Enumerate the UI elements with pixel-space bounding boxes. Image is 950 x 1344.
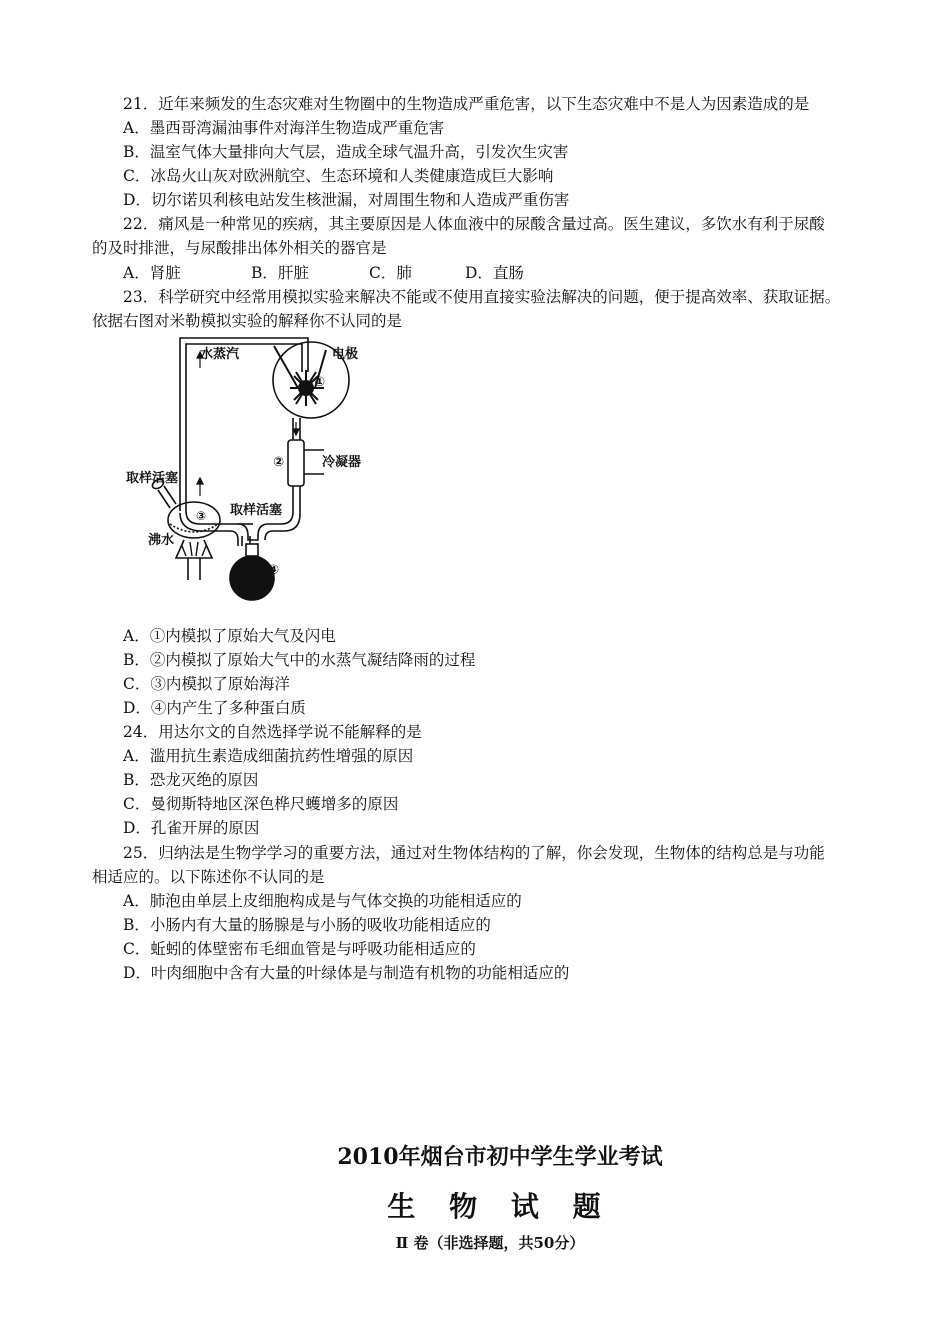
q22-option-b: B．肝脏 xyxy=(251,264,309,282)
miller-experiment-diagram xyxy=(118,328,378,610)
label-electrode: 电极 xyxy=(332,347,359,362)
q21-stem: 21．近年来频发的生态灾难对生物圈中的生物造成严重危害，以下生态灾难中不是人为因素造成的是 xyxy=(123,95,810,113)
q23-option-a: A．①内模拟了原始大气及闪电 xyxy=(123,627,336,645)
label-marker-2: ② xyxy=(273,455,285,470)
q24-option-d: D．孔雀开屏的原因 xyxy=(123,819,260,837)
q22-option-c: C．肺 xyxy=(369,264,412,282)
subject-title: 生 物 试 题 xyxy=(387,1190,613,1223)
q21-option-c: C．冰岛火山灰对欧洲航空、生态环境和人类健康造成巨大影响 xyxy=(123,167,554,185)
q24-stem: 24．用达尔文的自然选择学说不能解释的是 xyxy=(123,723,422,741)
q22-stem-line2: 的及时排泄，与尿酸排出体外相关的器官是 xyxy=(92,239,387,257)
q22-option-a: A．肾脏 xyxy=(123,264,181,282)
label-stopcock-bottom: 取样活塞 xyxy=(230,503,283,518)
label-stopcock-left: 取样活塞 xyxy=(126,471,179,486)
q21-option-b: B．温室气体大量排向大气层，造成全球气温升高，引发次生灾害 xyxy=(123,143,569,161)
q21-option-d: D．切尔诺贝利核电站发生核泄漏，对周围生物和人造成严重伤害 xyxy=(123,191,570,209)
label-marker-3: ③ xyxy=(196,509,207,523)
q25-option-d: D．叶肉细胞中含有大量的叶绿体是与制造有机物的功能相适应的 xyxy=(123,964,570,982)
q22-option-d: D．直肠 xyxy=(465,264,524,282)
burner-flame xyxy=(176,540,212,558)
q25-stem-line1: 25．归纳法是生物学学习的重要方法，通过对生物体结构的了解，你会发现，生物体的结构总是与功能 xyxy=(123,844,825,862)
tube-inner-path xyxy=(186,344,302,511)
q25-stem-line2: 相适应的。以下陈述你不认同的是 xyxy=(92,868,325,886)
q25-option-c: C．蚯蚓的体壁密布毛细血管是与呼吸功能相适应的 xyxy=(123,940,476,958)
label-water-vapor: 水蒸汽 xyxy=(200,347,240,362)
q24-option-c: C．曼彻斯特地区深色桦尺蠖增多的原因 xyxy=(123,795,399,813)
q23-option-c: C．③内模拟了原始海洋 xyxy=(123,675,290,693)
q23-stem-line2: 依据右图对米勒模拟实验的解释你不认同的是 xyxy=(92,312,403,330)
label-boiling-water: 沸水 xyxy=(148,533,175,548)
label-marker-1: ① xyxy=(314,375,326,390)
q21-option-a: A．墨西哥湾漏油事件对海洋生物造成严重危害 xyxy=(123,119,445,137)
label-marker-4: ④ xyxy=(268,563,280,578)
section-title: Ⅱ 卷（非选择题，共50分） xyxy=(395,1234,585,1252)
q22-options-row xyxy=(123,263,524,283)
upward-arrow-icon xyxy=(197,478,203,484)
q25-option-b: B．小肠内有大量的肠腺是与小肠的吸收功能相适应的 xyxy=(123,916,491,934)
q24-option-b: B．恐龙灭绝的原因 xyxy=(123,771,259,789)
q23-stem-line1: 23．科学研究中经常用模拟实验来解决不能或不使用直接实验法解决的问题，便于提高效率、获取证据。 xyxy=(123,288,841,306)
label-condenser: 冷凝器 xyxy=(322,455,362,470)
q25-option-a: A．肺泡由单层上皮细胞构成是与气体交换的功能相适应的 xyxy=(123,892,522,910)
downward-arrow-icon xyxy=(293,429,299,435)
q24-option-a: A．滥用抗生素造成细菌抗药性增强的原因 xyxy=(123,747,414,765)
q23-option-d: D．④内产生了多种蛋白质 xyxy=(123,699,306,717)
q23-option-b: B．②内模拟了原始大气中的水蒸气凝结降雨的过程 xyxy=(123,651,476,669)
condenser-ports xyxy=(304,450,324,474)
exam-title: 2010年烟台市初中学生学业考试 xyxy=(337,1144,663,1170)
q22-stem-line1: 22．痛风是一种常见的疾病，其主要原因是人体血液中的尿酸含量过高。医生建议，多饮水有利于尿酸 xyxy=(123,215,825,233)
condenser-body xyxy=(288,440,304,486)
